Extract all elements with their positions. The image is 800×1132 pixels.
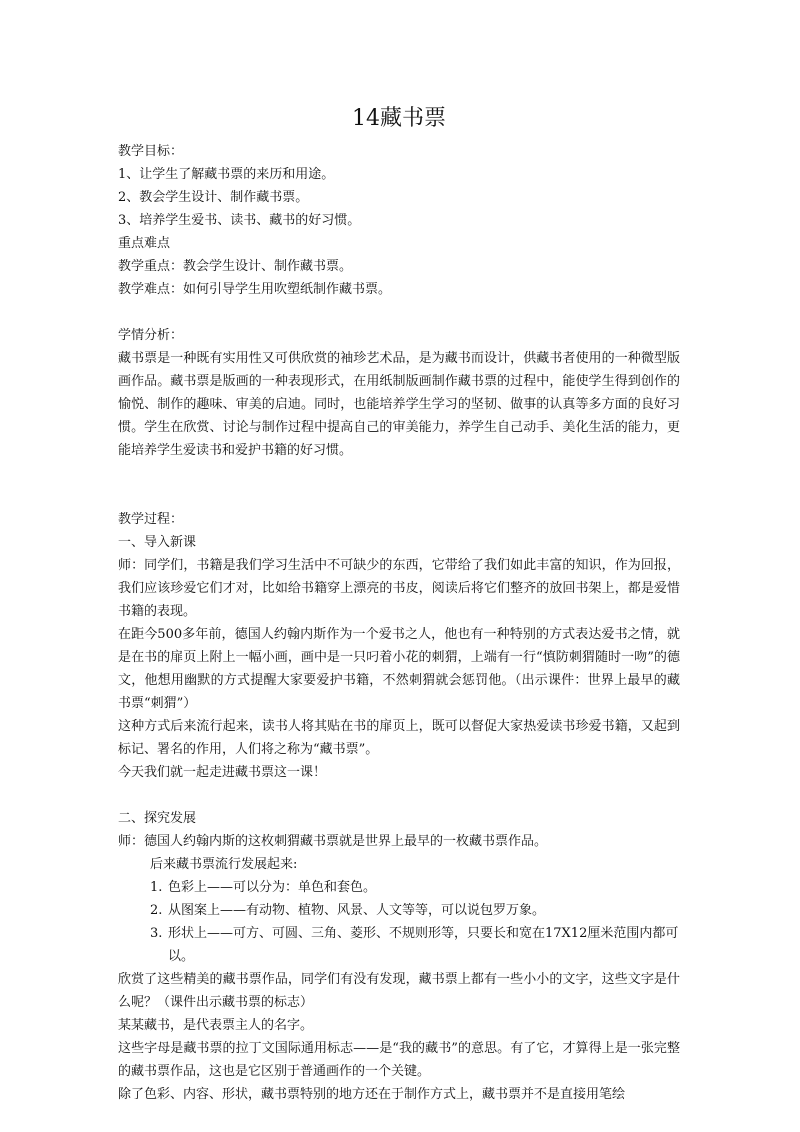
section-heading: 一、导入新课 [118, 535, 197, 550]
document-title: 14藏书票 [352, 106, 446, 131]
objective-item: 1、让学生了解藏书票的来历和用途。 [118, 167, 335, 182]
process-heading: 教学过程： [118, 512, 184, 527]
paragraph: 后来藏书票流行发展起来: [150, 857, 298, 872]
spacer [118, 462, 680, 508]
document-page [118, 104, 680, 1106]
paragraph: 这种方式后来流行起来，读书人将其贴在书的扉页上，既可以督促大家热爱读书珍爱书籍，又起到标记、署名的作用，人们将之称为“藏书票”。 [118, 719, 680, 757]
section-heading: 二、探究发展 [118, 811, 197, 826]
paragraph: 师：德国人约翰内斯的这枚刺猬藏书票就是世界上最早的一枚藏书票作品。 [118, 834, 548, 849]
list-item [118, 876, 680, 899]
paragraph: 某某藏书，是代表票主人的名字。 [118, 1018, 314, 1033]
list-item [118, 899, 680, 922]
paragraph: 这些字母是藏书票的拉丁文国际通用标志——是“我的藏书”的意思。有了它，才算得上是一张完整的藏书票作品，这也是它区别于普通画作的一个关键。 [118, 1041, 680, 1079]
paragraph: 今天我们就一起走进藏书票这一课！ [118, 765, 327, 780]
objective-item: 2、教会学生设计、制作藏书票。 [118, 190, 309, 205]
objectives-heading: 教学目标： [118, 144, 184, 159]
list-text: 从图案上——有动物、植物、风景、人文等等，可以说包罗万象。 [168, 903, 546, 918]
paragraph: 欣赏了这些精美的藏书票作品，同学们有没有发现，藏书票上都有一些小小的文字，这些文字是什么呢？（课件出示藏书票的标志） [118, 972, 680, 1010]
spacer [118, 784, 680, 807]
key-point-focus: 教学重点：教会学生设计、制作藏书票。 [118, 259, 353, 274]
list-number: 1. [150, 880, 163, 895]
development-list [118, 876, 680, 968]
analysis-paragraph: 藏书票是一种既有实用性又可供欣赏的袖珍艺术品，是为藏书而设计，供藏书者使用的一种微型版画作品。藏书票是版画的一种表现形式，在用纸制版画制作藏书票的过程中，能使学生得到创作的愉悦、制作的趣味、审美的启迪。同时，也能培养学生学习的坚韧、做事的认真等多方面的良好习惯。学生在欣赏、讨论与制作过程中提高自己的审美能力，养学生自己动手、美化生活的能力，更能培养学生爱读书和爱护书籍的好习惯。 [118, 351, 680, 458]
list-item [118, 922, 680, 968]
list-number: 2. [150, 903, 163, 918]
spacer [118, 301, 680, 324]
analysis-heading: 学情分析： [118, 328, 184, 343]
paragraph: 师：同学们，书籍是我们学习生活中不可缺少的东西，它带给了我们如此丰富的知识，作为回报，我们应该珍爱它们才对，比如给书籍穿上漂亮的书皮，阅读后将它们整齐的放回书架上，都是爱惜书籍的表现。 [118, 558, 680, 619]
paragraph: 除了色彩、内容、形状，藏书票特别的地方还在于制作方式上，藏书票并不是直接用笔绘 [118, 1087, 626, 1102]
list-text: 形状上——可方、可圆、三角、菱形、不规则形等，只要长和宽在17X12厘米范围内都可以。 [168, 926, 679, 964]
paragraph: 在距今500多年前，德国人约翰内斯作为一个爱书之人，他也有一种特别的方式表达爱书之情，就是在书的扉页上附上一幅小画，画中是一只叼着小花的刺猬，上端有一行“慎防刺猬随时一吻”的德文，他想用幽默的方式提醒大家要爱护书籍，不然刺猬就会惩罚他。（出示课件：世界上最早的藏书票“刺猬”） [118, 627, 680, 711]
key-points-heading: 重点难点 [118, 236, 171, 251]
list-number: 3. [150, 926, 163, 941]
key-point-difficulty: 教学难点：如何引导学生用吹塑纸制作藏书票。 [118, 282, 392, 297]
list-text: 色彩上——可以分为：单色和套色。 [168, 880, 377, 895]
objective-item: 3、培养学生爱书、读书、藏书的好习惯。 [118, 213, 361, 228]
